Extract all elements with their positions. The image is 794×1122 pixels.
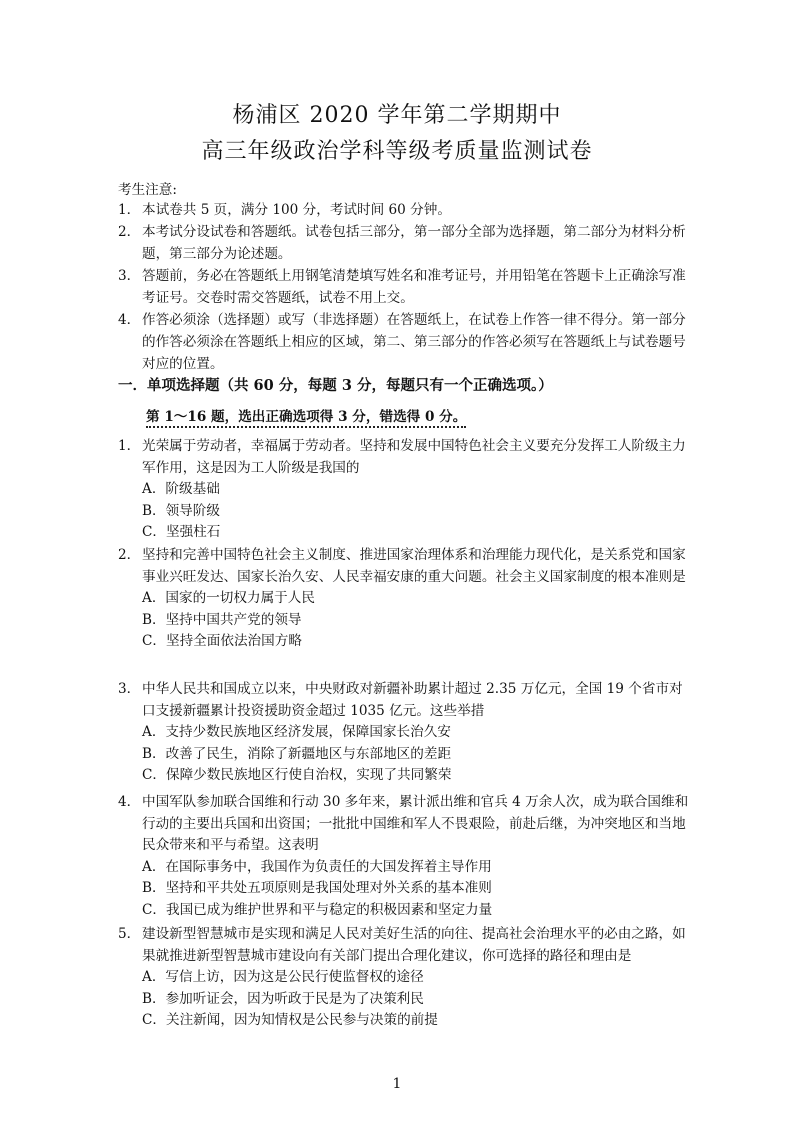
option-c: C．坚持全面依法治国方略 bbox=[142, 633, 302, 649]
option-c: C．保障少数民族地区行使自治权，实现了共同繁荣 bbox=[142, 767, 452, 783]
page-number: 1 bbox=[392, 1076, 402, 1092]
option-b: B．坚持和平共处五项原则是我国处理对外关系的基本准则 bbox=[142, 880, 492, 896]
question-3 bbox=[118, 679, 692, 787]
notice-item-number: 1． bbox=[118, 202, 141, 218]
notice-item-text: 答题前，务必在答题纸上用钢笔清楚填写姓名和准考证号，并用铅笔在答题卡上正确涂写准考证号。交卷时需交答题纸，试卷不用上交。 bbox=[142, 268, 686, 306]
question-stem bbox=[118, 792, 692, 857]
notice-item bbox=[118, 265, 692, 309]
notice-item-text: 本试卷共 5 页，满分 100 分，考试时间 60 分钟。 bbox=[142, 202, 451, 218]
question-number: 1． bbox=[118, 438, 141, 454]
option-a: A．阶级基础 bbox=[142, 481, 220, 497]
option-c: C．我国已成为维护世界和平与稳定的积极因素和坚定力量 bbox=[142, 901, 493, 918]
notice-item-number: 3． bbox=[118, 268, 141, 284]
exam-title-line1: 杨浦区 2020 学年第二学期期中 bbox=[232, 103, 562, 128]
notice-item-text: 作答必须涂（选择题）或写（非选择题）在答题纸上，在试卷上作答一律不得分。第一部分的作答必须涂在答题纸上相应的区域，第二、第三部分的作答必须写在答题纸上与试卷题号对应的位置。 bbox=[142, 312, 686, 372]
notice-item bbox=[118, 199, 692, 221]
option-a: A．国家的一切权力属于人民 bbox=[142, 590, 315, 606]
section-instruction bbox=[146, 405, 466, 425]
question-stem-text: 坚持和完善中国特色社会主义制度、推进国家治理体系和治理能力现代化，是关系党和国家事业兴旺发达、国家长治久安、人民幸福安康的重大问题。社会主义国家制度的根本准则是 bbox=[142, 547, 686, 585]
question-number: 2． bbox=[118, 547, 141, 563]
notice-item bbox=[118, 309, 692, 375]
notice-item-number: 4． bbox=[118, 312, 141, 328]
question-1 bbox=[118, 436, 692, 544]
question-stem bbox=[118, 679, 692, 722]
section-heading: 一．单项选择题（共 60 分，每题 3 分，每题只有一个正确选项。） bbox=[118, 377, 553, 394]
notice-item bbox=[118, 221, 692, 265]
option-a: A．在国际事务中，我国作为负责任的大国发挥着主导作用 bbox=[142, 858, 492, 875]
question-stem-text: 建设新型智慧城市是实现和满足人民对美好生活的向往、提高社会治理水平的必由之路，如果就推进新型智慧城市建设向有关部门提出合理化建议，你可选择的路径和理由是 bbox=[142, 926, 686, 964]
option-b: B．坚持中国共产党的领导 bbox=[142, 611, 302, 628]
notice-list bbox=[118, 199, 692, 375]
notice-item-text: 本考试分设试卷和答题纸。试卷包括三部分，第一部分全部为选择题，第二部分为材料分析题，第三部分为论述题。 bbox=[142, 224, 686, 262]
question-number: 5． bbox=[118, 926, 141, 942]
option-b: B．改善了民生，消除了新疆地区与东部地区的差距 bbox=[142, 745, 452, 762]
question-stem bbox=[118, 436, 692, 479]
section-instruction-text: 第 1～16 题，选出正确选项得 3 分，错选得 0 分。 bbox=[146, 409, 466, 428]
notice-heading: 考生注意: bbox=[118, 182, 177, 198]
option-c: C．坚强柱石 bbox=[142, 524, 221, 540]
option-a: A．支持少数民族地区经济发展，保障国家长治久安 bbox=[142, 724, 451, 740]
question-stem-text: 光荣属于劳动者，幸福属于劳动者。坚持和发展中国特色社会主义要充分发挥工人阶级主力军作用，这是因为工人阶级是我国的 bbox=[142, 438, 686, 476]
question-stem bbox=[118, 924, 692, 967]
exam-title-line2: 高三年级政治学科等级考质量监测试卷 bbox=[201, 139, 593, 164]
question-number: 4． bbox=[118, 794, 141, 810]
option-b: B．领导阶级 bbox=[142, 502, 220, 519]
option-b: B．参加听证会，因为听政于民是为了决策利民 bbox=[142, 990, 424, 1007]
question-stem-text: 中国军队参加联合国维和行动 30 多年来，累计派出维和官兵 4 万余人次，成为联合国维和行动的主要出兵国和出资国；一批批中国维和军人不畏艰险，前赴后继，为冲突地区和当地民众带来和平与希望。这表明 bbox=[142, 794, 689, 853]
question-4 bbox=[118, 792, 692, 921]
question-stem bbox=[118, 545, 692, 588]
notice-item-number: 2． bbox=[118, 224, 141, 240]
question-5 bbox=[118, 924, 692, 1032]
question-2 bbox=[118, 545, 692, 653]
option-a: A．写信上访，因为这是公民行使监督权的途径 bbox=[142, 969, 424, 985]
option-c: C．关注新闻，因为知情权是公民参与决策的前提 bbox=[142, 1012, 438, 1028]
question-number: 3． bbox=[118, 681, 141, 697]
question-stem-text: 中华人民共和国成立以来，中央财政对新疆补助累计超过 2.35 万亿元，全国 19 个省市对口支援新疆累计投资援助资金超过 1035 亿元。这些举措 bbox=[142, 681, 683, 719]
